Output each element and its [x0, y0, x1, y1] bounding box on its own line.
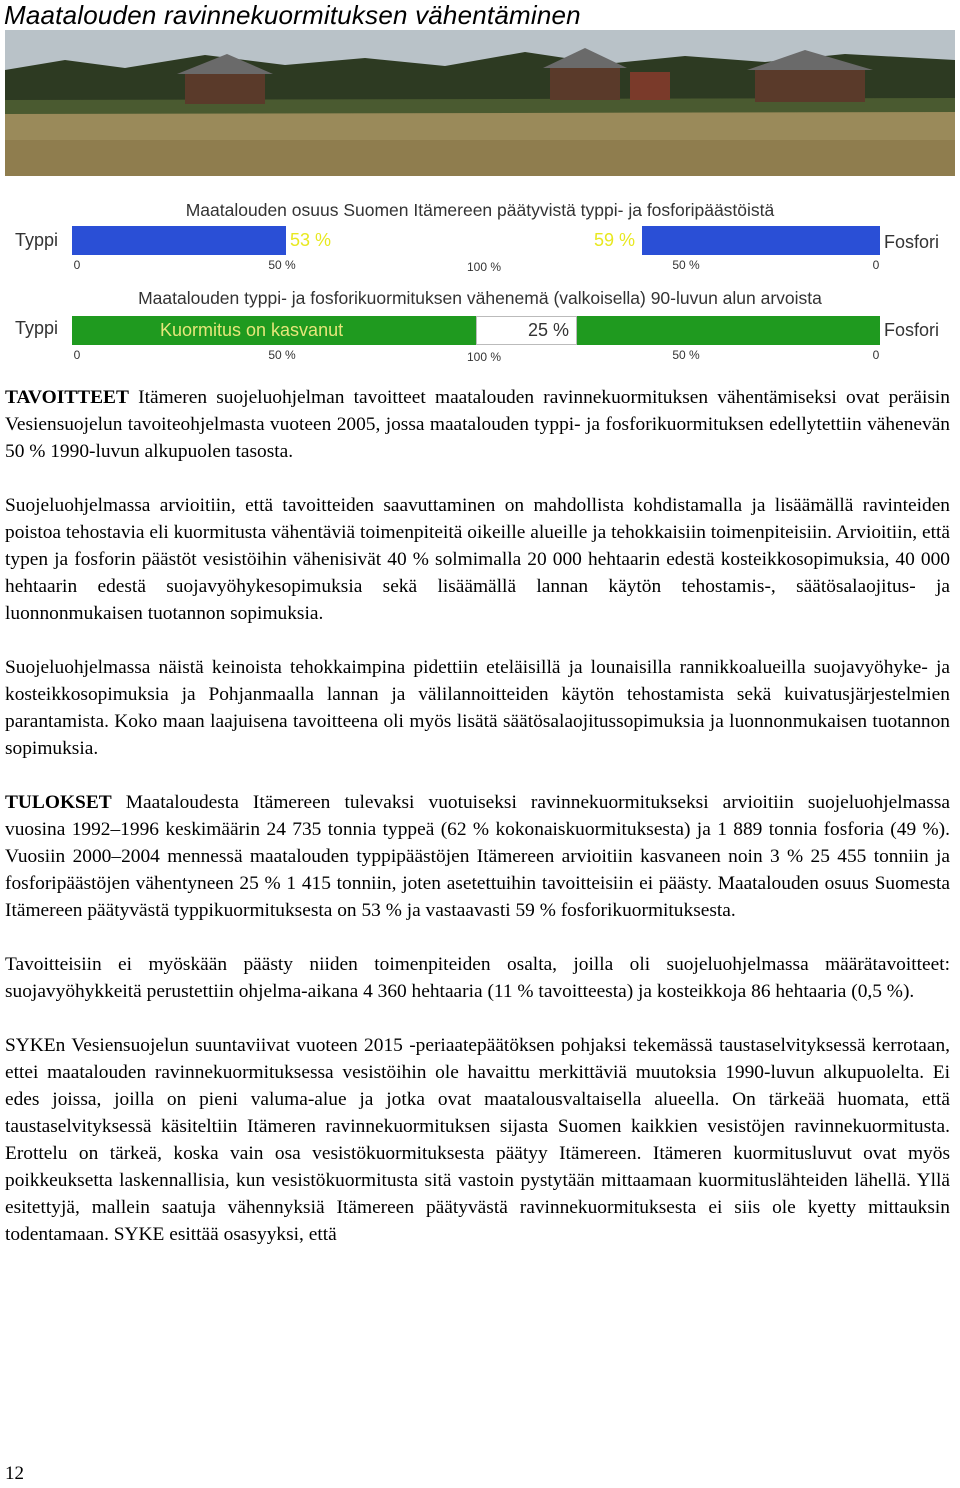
- tick2-0-left: 0: [73, 348, 81, 362]
- share-bar: [72, 226, 880, 255]
- tick-100: 100 %: [466, 260, 502, 274]
- farm-landscape-illustration: [5, 30, 955, 176]
- typpi-share-value: 53 %: [290, 230, 332, 250]
- typpi-share-bar: [72, 226, 286, 255]
- body-text: [5, 384, 950, 1275]
- paragraph-text: Suojeluohjelmassa näistä keinoista tehokkaimpina pidettiin eteläisillä ja lounaisilla rannikkoalueilla suojavyöhyke- ja kosteikkosopimuksia ja Pohjanmaalla lannan ja välilannoitteiden käytön tehostamista sekä kuivatusjärjestelmien parantamista. Koko maan laajuisena tavoitteena oli myös lisätä säätösalaojitussopimuksia ja luonnonmukaisen tuotannon sopimuksia.: [5, 657, 950, 759]
- paragraph: [5, 492, 950, 627]
- fosfori-reduction-value: 25 %: [528, 320, 570, 340]
- fosfori-share-bar: [642, 226, 880, 255]
- chart-title-2: Maatalouden typpi- ja fosforikuormituksen vähenemä (valkoisella) 90-luvun alun arvoista: [138, 288, 822, 308]
- paragraph-tulokset: [5, 789, 950, 924]
- paragraph: [5, 654, 950, 762]
- tick2-0-right: 0: [872, 348, 880, 362]
- share-bar-gap: [286, 226, 642, 255]
- tick2-50-left: 50 %: [268, 348, 296, 362]
- paragraph-lead: TULOKSET: [5, 792, 112, 813]
- page-number: 12: [5, 1463, 24, 1484]
- tick-50-right: 50 %: [672, 258, 700, 272]
- typpi-label-1: Typpi: [15, 230, 59, 250]
- reduction-bar: [72, 316, 880, 345]
- paragraph-lead: TAVOITTEET: [5, 387, 129, 408]
- paragraph: [5, 951, 950, 1005]
- fosfori-label-2: Fosfori: [884, 320, 940, 340]
- farm-landscape-photo: [5, 30, 955, 176]
- paragraph-tavoitteet: [5, 384, 950, 465]
- tick2-50-right: 50 %: [672, 348, 700, 362]
- paragraph-text: Itämeren suojeluohjelman tavoitteet maatalouden ravinnekuormituksen vähentämiseksi ovat peräisin Vesiensuojelun tavoiteohjelmasta vuoteen 2005, jossa maatalouden typpi- ja fosforikuormituksen edellytettiin vähenevän 50 % 1990-luvun alkupuolen tasosta.: [5, 387, 950, 462]
- page-title: Maatalouden ravinnekuormituksen vähentäminen: [4, 0, 581, 30]
- paragraph-text: Suojeluohjelmassa arvioitiin, että tavoitteiden saavuttaminen on mahdollista kohdistamalla ja lisäämällä ravinteiden poistoa tehostavia eli kuormitusta vähentäviä toimenpiteitä oikeille alueille ja tehokkaisiin toimenpiteisiin. Arvioitiin, että typen ja fosforin päästöt vesistöihin vähenisivät 40 % solmimalla 20 000 hehtaarin edestä kosteikkosopimuksia, 40 000 hehtaarin edestä suojavyöhykesopimuksia sekä lisäämällä lannan käytön tehostamis-, säätösalaojitus- ja luonnonmukaisen tuotannon sopimuksia.: [5, 495, 950, 624]
- tick-0-left: 0: [73, 258, 81, 272]
- paragraph: [5, 1032, 950, 1248]
- fosfori-share-value: 59 %: [594, 230, 636, 250]
- typpi-label-2: Typpi: [15, 318, 59, 338]
- tick2-100: 100 %: [466, 350, 502, 364]
- tick-0-right: 0: [872, 258, 880, 272]
- fosfori-label-1: Fosfori: [884, 232, 940, 252]
- typpi-reduction-note: Kuormitus on kasvanut: [160, 320, 344, 340]
- tick-50-left: 50 %: [268, 258, 296, 272]
- paragraph-text: Maataloudesta Itämereen tulevaksi vuotuiseksi ravinnekuormitukseksi arvioitiin suojeluohjelmassa vuosina 1992–1996 keskimäärin 24 735 tonnia typpeä (62 % kokonaiskuormituksesta) ja 1 889 tonnia fosforia (49 %). Vuosiin 2000–2004 mennessä maatalouden typpipäästöjen Itämereen arvioitiin kasvaneen noin 3 % 25 455 tonniin ja fosforipäästöjen vähentyneen 25 % 1 415 tonniin, joten asetettuihin tavoitteisiin ei päästy. Maatalouden osuus Suomesta Itämereen päätyvästä typpikuormituksesta on 53 % ja vastaavasti 59 % fosforikuormituksesta.: [5, 792, 950, 921]
- paragraph-text: SYKEn Vesiensuojelun suuntaviivat vuoteen 2015 -periaatepäätöksen pohjaksi tekemässä taustaselvityksessä kerrotaan, ettei maatalouden ravinnekuormituksessa vesistöihin ole havaittu merkittäviä muutoksia 1990-luvun alkupuolelta. Ei edes joissa, joilla on pieni valuma-alue ja jotka ovat maatalousvaltaisella alueella. On tärkeää huomata, että taustaselvityksessä käsiteltiin Itämeren ravinnekuormituksen sijasta Suomen kaikkien vesistöjen ravinnekuormitusta. Erottelu on tärkeä, koska vain osa vesistökuormituksesta päätyy Itämereen. Itämeren kuormitusluvut ovat myös poikkeuksetta laskennallisia, kun vesistökuormitusta sitä vastoin pystytään mittaamaan kuormituslähteiden lähellä. Yllä esitettyjä, mallein saatuja vähennyksiä Itämereen päätyvästä ravinnekuormituksesta ei siis ole kyetty mittauksin todentamaan. SYKE esittää osasyyksi, että: [5, 1035, 950, 1245]
- paragraph-text: Tavoitteisiin ei myöskään päästy niiden toimenpiteiden osalta, joilla oli suojeluohjelmassa määrätavoitteet: suojavyöhykkeitä perustettiin ohjelma-aikana 4 360 hehtaaria (11 % tavoitteesta) ja kosteikkoja 86 hehtaaria (0,5 %).: [5, 954, 950, 1002]
- chart-title-1: Maatalouden osuus Suomen Itämereen päätyvistä typpi- ja fosforipäästöistä: [185, 200, 775, 220]
- nutrient-share-chart: [0, 190, 960, 370]
